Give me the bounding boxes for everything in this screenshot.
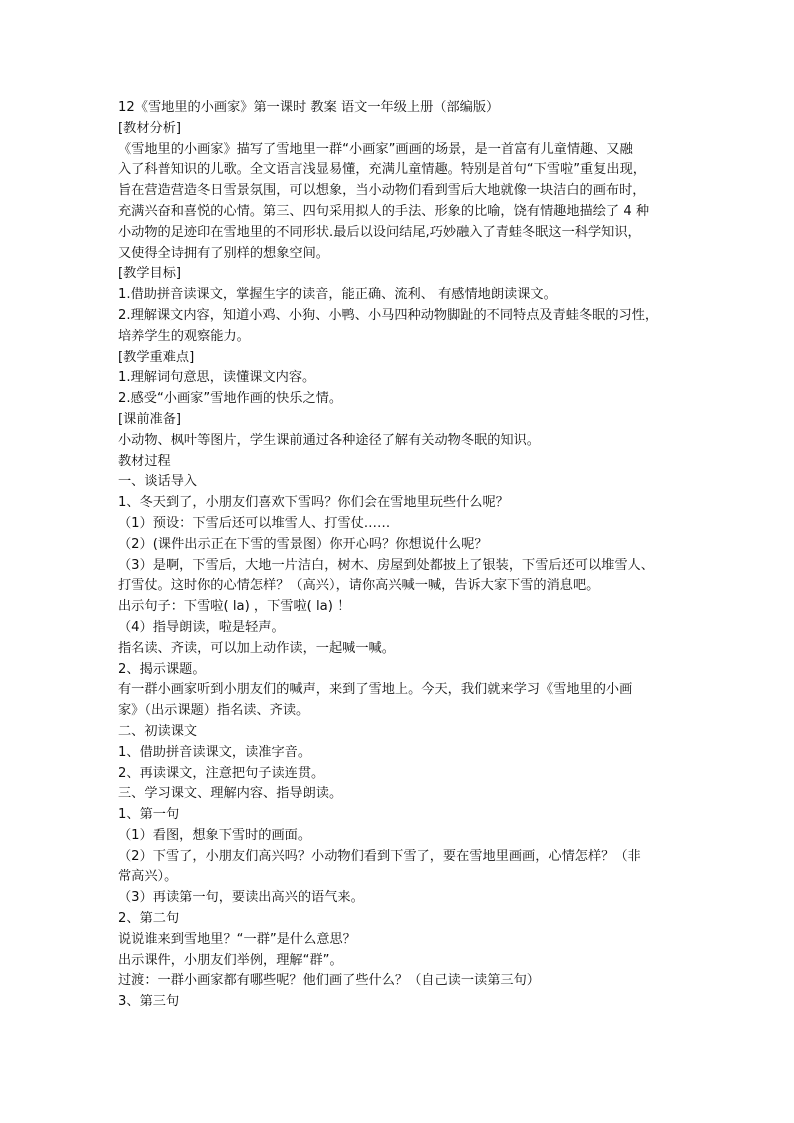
text-line: [教材分析] <box>118 120 182 136</box>
text-line: （3）再读第一句，要读出高兴的语气来。 <box>118 890 364 906</box>
text-line: （4）指导朗读，啦是轻声。 <box>118 619 285 635</box>
text-line: 1.理解词句意思，读懂课文内容。 <box>118 370 316 386</box>
text-line: 家》（出示课题）指名读、齐读。 <box>118 703 310 719</box>
text-line: 出示句子：下雪啦( la) ，下雪啦( la) ！ <box>118 599 351 615</box>
text-line: 有一群小画家听到小朋友们的喊声，来到了雪地上。今天，我们就来学习《雪地里的小画 <box>118 682 633 698</box>
text-line: 2、再读课文，注意把句子读连贯。 <box>118 765 325 781</box>
document-body <box>118 119 684 1013</box>
text-line: （1）看图，想象下雪时的画面。 <box>118 827 312 843</box>
text-line: 一、谈话导入 <box>118 474 198 490</box>
text-line: 2、揭示课题。 <box>118 661 206 677</box>
text-line: 过渡：一群小画家都有哪些呢？他们画了些什么？（自己读一读第三句） <box>118 973 540 989</box>
document-page <box>118 98 684 1013</box>
text-line: （2）(课件出示正在下雪的雪景图）你开心吗？你想说什么呢？ <box>118 536 488 552</box>
text-line: 二、初读课文 <box>118 723 198 739</box>
text-line: 教材过程 <box>118 453 171 469</box>
text-line: （1）预设：下雪后还可以堆雪人、打雪仗…… <box>118 515 391 531</box>
text-line: 小动物的足迹印在雪地里的不同形状.最后以设问结尾,巧妙融入了青蛙冬眠这一科学知识， <box>118 224 641 240</box>
text-line: [教学重难点] <box>118 349 195 365</box>
text-line: 小动物、枫叶等图片，学生课前通过各种途径了解有关动物冬眠的知识。 <box>118 432 540 448</box>
text-line: 1、冬天到了，小朋友们喜欢下雪吗？你们会在雪地里玩些什么呢？ <box>118 495 509 511</box>
text-line: 3、第三句 <box>118 994 180 1010</box>
text-line: 充满兴奋和喜悦的心情。第三、四句采用拟人的手法、形象的比喻，饶有情趣地描绘了 4 种 <box>118 203 650 219</box>
text-line: 培养学生的观察能力。 <box>118 328 250 344</box>
text-line: 指名读、齐读，可以加上动作读，一起喊一喊。 <box>118 640 395 656</box>
text-line: （2）下雪了，小朋友们高兴吗？小动物们看到下雪了，要在雪地里画画，心情怎样？（非 <box>118 848 641 864</box>
text-line: 入了科普知识的儿歌。全文语言浅显易懂，充满儿童情趣。特别是首句“下雪啦”重复出现， <box>118 162 646 178</box>
text-line: 1.借助拼音读课文，掌握生字的读音，能正确、流利、 有感情地朗读课文。 <box>118 287 557 303</box>
text-line: 《雪地里的小画家》描写了雪地里一群“小画家”画画的场景，是一首富有儿童情趣、又融 <box>118 141 633 157</box>
text-line: 2.理解课文内容，知道小鸡、小狗、小鸭、小马四种动物脚趾的不同特点及青蛙冬眠的习性， <box>118 307 659 323</box>
document-title: 12《雪地里的小画家》第一课时 教案 语文一年级上册（部编版） <box>118 100 500 115</box>
text-line: 打雪仗。这时你的心情怎样？（高兴），请你高兴喊一喊，告诉大家下雪的消息吧。 <box>118 578 600 594</box>
text-line: 又使得全诗拥有了别样的想象空间。 <box>118 245 329 261</box>
text-line: 1、借助拼音读课文，读准字音。 <box>118 744 312 760</box>
text-line: 常高兴）。 <box>118 869 178 885</box>
text-line: 旨在营造营造冬日雪景氛围，可以想象，当小动物们看到雪后大地就像一块洁白的画布时， <box>118 183 646 199</box>
text-line: 2.感受“小画家”雪地作画的快乐之情。 <box>118 391 343 407</box>
text-line: 说说谁来到雪地里？“一群”是什么意思？ <box>118 931 356 947</box>
text-line: [课前准备] <box>118 411 182 427</box>
text-line: 三、学习课文、理解内容、指导朗读。 <box>118 786 343 802</box>
text-line: [教学目标] <box>118 266 182 282</box>
text-line: （3）是啊，下雪后，大地一片洁白，树木、房屋到处都披上了银装，下雪后还可以堆雪人、 <box>118 557 654 573</box>
text-line: 1、第一句 <box>118 807 180 823</box>
text-line: 2、第二句 <box>118 911 180 927</box>
text-line: 出示课件，小朋友们举例，理解“群”。 <box>118 952 343 968</box>
